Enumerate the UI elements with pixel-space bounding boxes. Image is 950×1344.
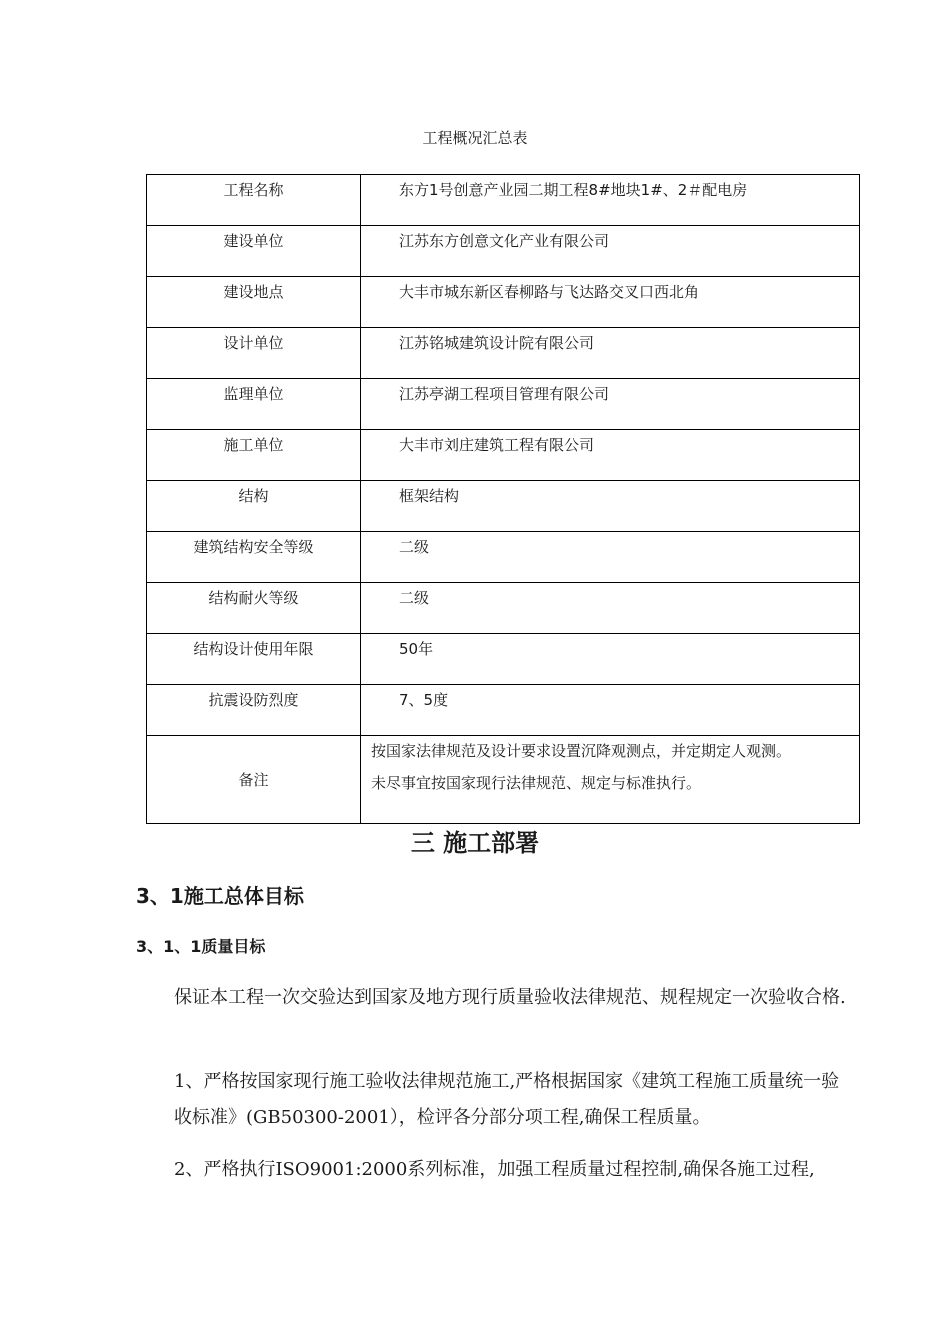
table-row: [147, 226, 860, 277]
table-row: [147, 430, 860, 481]
paragraph-1: [136, 980, 848, 1016]
row-value: 东方1号创意产业园二期工程8#地块1#、2＃配电房: [361, 175, 860, 226]
row-label: 施工单位: [147, 430, 361, 481]
section-title: 三 施工部署: [410, 829, 540, 857]
row-label: 结构耐火等级: [147, 583, 361, 634]
row-label: 工程名称: [147, 175, 361, 226]
paragraph-1-text: 保证本工程一次交验达到国家及地方现行质量验收法律规范、规程规定一次验收合格.: [174, 987, 846, 1008]
table-row: [147, 583, 860, 634]
remarks-label: 备注: [147, 736, 361, 824]
row-value: 江苏亭湖工程项目管理有限公司: [361, 379, 860, 430]
row-value: 大丰市刘庄建筑工程有限公司: [361, 430, 860, 481]
heading-overall-goal: 3、1施工总体目标: [136, 884, 304, 908]
row-label: 结构设计使用年限: [147, 634, 361, 685]
row-value: 二级: [361, 583, 860, 634]
table-row: [147, 328, 860, 379]
heading-quality-goal: 3、1、1质量目标: [136, 937, 266, 956]
row-label: 建设单位: [147, 226, 361, 277]
paragraph-3: [136, 1152, 848, 1188]
row-label: 抗震设防烈度: [147, 685, 361, 736]
remarks-row: [147, 736, 860, 824]
table-row: [147, 277, 860, 328]
row-label: 建设地点: [147, 277, 361, 328]
row-value: 江苏铭城建筑设计院有限公司: [361, 328, 860, 379]
paragraph-2-text: 1、严格按国家现行施工验收法律规范施工,严格根据国家《建筑工程施工质量统一验收标准》(GB50300-2001），检评各分部分项工程,确保工程质量。: [174, 1071, 840, 1128]
table-row: [147, 481, 860, 532]
remarks-value: [361, 736, 860, 824]
remarks-line-1: 按国家法律规范及设计要求设置沉降观测点，并定期定人观测。: [371, 742, 792, 760]
row-value: 大丰市城东新区春柳路与飞达路交叉口西北角: [361, 277, 860, 328]
row-value: 框架结构: [361, 481, 860, 532]
project-summary-table: [146, 174, 860, 824]
remarks-line-2: 未尽事宜按国家现行法律规范、规定与标准执行。: [371, 774, 702, 792]
table-row: [147, 634, 860, 685]
paragraph-3-text: 2、严格执行ISO9001:2000系列标准，加强工程质量过程控制,确保各施工过程,: [174, 1159, 815, 1180]
row-value: 7、5度: [361, 685, 860, 736]
paragraph-2: [136, 1064, 848, 1136]
row-label: 建筑结构安全等级: [147, 532, 361, 583]
row-label: 结构: [147, 481, 361, 532]
table-row: [147, 379, 860, 430]
table-title: 工程概况汇总表: [422, 129, 528, 147]
row-label: 设计单位: [147, 328, 361, 379]
row-value: 江苏东方创意文化产业有限公司: [361, 226, 860, 277]
table-row: [147, 175, 860, 226]
row-label: 监理单位: [147, 379, 361, 430]
row-value: 50年: [361, 634, 860, 685]
table-row: [147, 685, 860, 736]
table-row: [147, 532, 860, 583]
row-value: 二级: [361, 532, 860, 583]
